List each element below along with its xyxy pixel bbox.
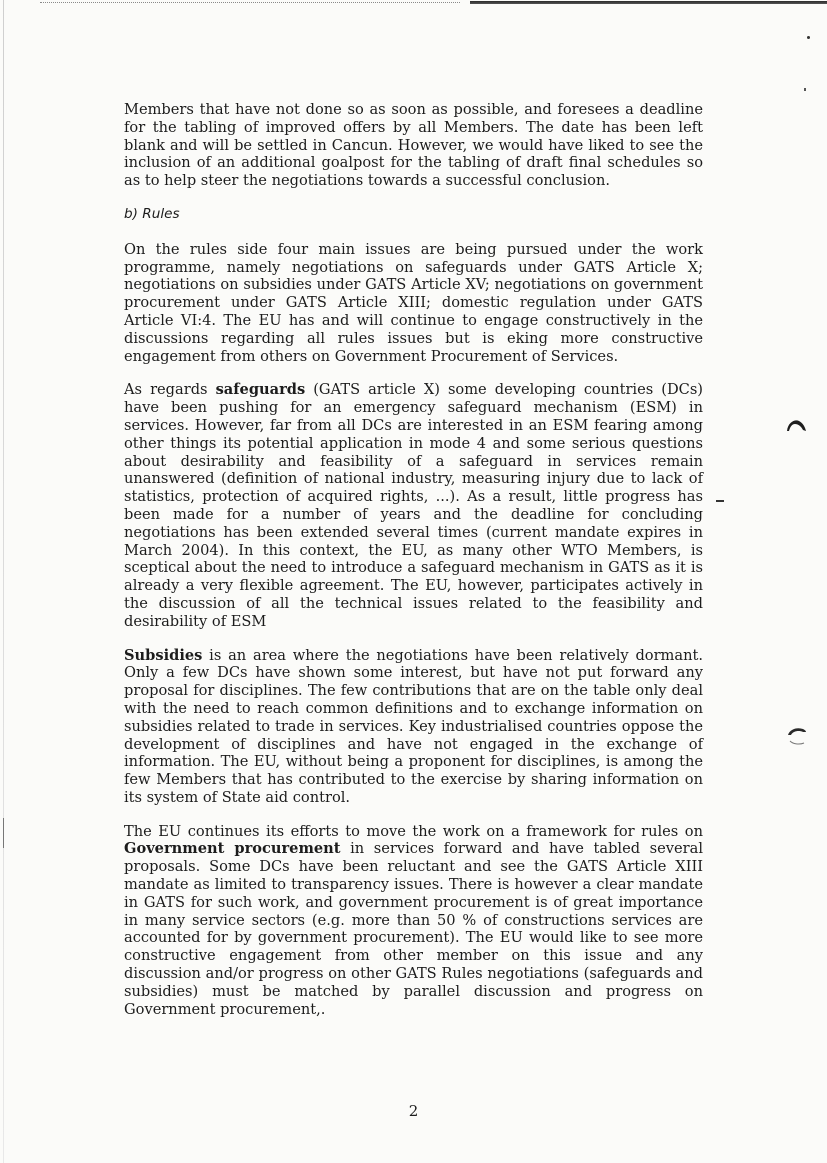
section-heading-rules: b) Rules (124, 205, 180, 222)
text-run: The EU continues its efforts to move the work on a framework for rules on (124, 822, 703, 840)
paragraph-services-offers: Members that have not done so as soon as possible, and foresees a deadline for the tabling of improved offers by all Members. The date has been left blank and will be settled in Cancun. However, we would have liked to see the inclusion of an additional goalpost for the tabling of draft final schedules so as to help steer the negotiations towards a successful conclusion. (124, 101, 703, 190)
bold-term-subsidies: Subsidies (124, 646, 203, 664)
page-number: 2 (408, 1102, 419, 1120)
scan-speck (804, 88, 806, 91)
paragraph-government-procurement (124, 823, 703, 1019)
text-run: (GATS article X) some developing countries (DCs) have been pushing for an emergency safeguard mechanism (ESM) in services. However, far from all DCs are interested in an ESM fearing among other things its potential application in mode 4 and some serious questions about desirability and feasibility of a safeguard in services remain unanswered (definition of national industry, measuring injury due to lack of statistics, protection of acquired rights, ...). As a result, little progress has been made for a number of years and the deadline for concluding negotiations has been extended several times (current mandate expires in March 2004). In this context, the EU, as many other WTO Members, is sceptical about the need to introduce a safeguard mechanism in GATS as it is already a very flexible agreement. The EU, however, participates actively in the discussion of all the technical issues related to the feasibility and desirability of ESM (124, 381, 704, 630)
paragraph-rules-overview: On the rules side four main issues are being pursued under the work programme, namely negotiations on safeguards under GATS Article X; negotiations on subsidies under GATS Article XV; negotiations on government procurement under GATS Article XIII; domestic regulation under GATS Article VI:4. The EU has and will continue to engage constructively in the discussions regarding all rules issues but is eking more constructive engagement from others on Government Procurement of Services. (124, 240, 703, 365)
text-run: As regards (124, 381, 216, 399)
document-body (124, 101, 703, 1034)
text-run: is an area where the negotiations have been relatively dormant. Only a few DCs have shown some interest, but have not put forward any proposal for disciplines. The few contributions that are on the table only deal with the need to reach common definitions and to exchange information on subsidies related to trade in services. Key industrialised countries oppose the development of disciplines and have not engaged in the exchange of information. The EU, without being a proponent for disciplines, is among the few Members that has contributed to the exercise by sharing information on its system of State aid control. (124, 646, 703, 806)
paragraph-safeguards (124, 381, 703, 630)
paragraph-subsidies (124, 647, 703, 807)
bold-term-safeguards: safeguards (215, 381, 306, 399)
scan-speck (807, 36, 810, 39)
punch-hole-mark-icon (785, 418, 807, 432)
left-scan-edge (3, 0, 4, 1163)
margin-dash-mark (716, 500, 724, 502)
punch-hole-mark-icon (785, 726, 809, 746)
text-run: in services forward and have tabled several proposals. Some DCs have been reluctant and see the GATS Article XIII mandate as limited to transparency issues. There is however a clear mandate in GATS for such work, and government procurement is of great importance in many service sectors (e.g. more than 50 % of constructions services are accounted for by government procurement). The EU would like to see more constructive engagement from other member on this issue and any discussion and/or progress on other GATS Rules negotiations (safeguards and subsidies) must be matched by parallel discussion and progress on Government procurement,. (124, 840, 703, 1018)
top-scan-rule (40, 2, 460, 4)
margin-scan-mark (3, 818, 4, 848)
bold-term-government-procurement: Government procurement (124, 840, 341, 858)
top-scan-bar (470, 1, 827, 4)
